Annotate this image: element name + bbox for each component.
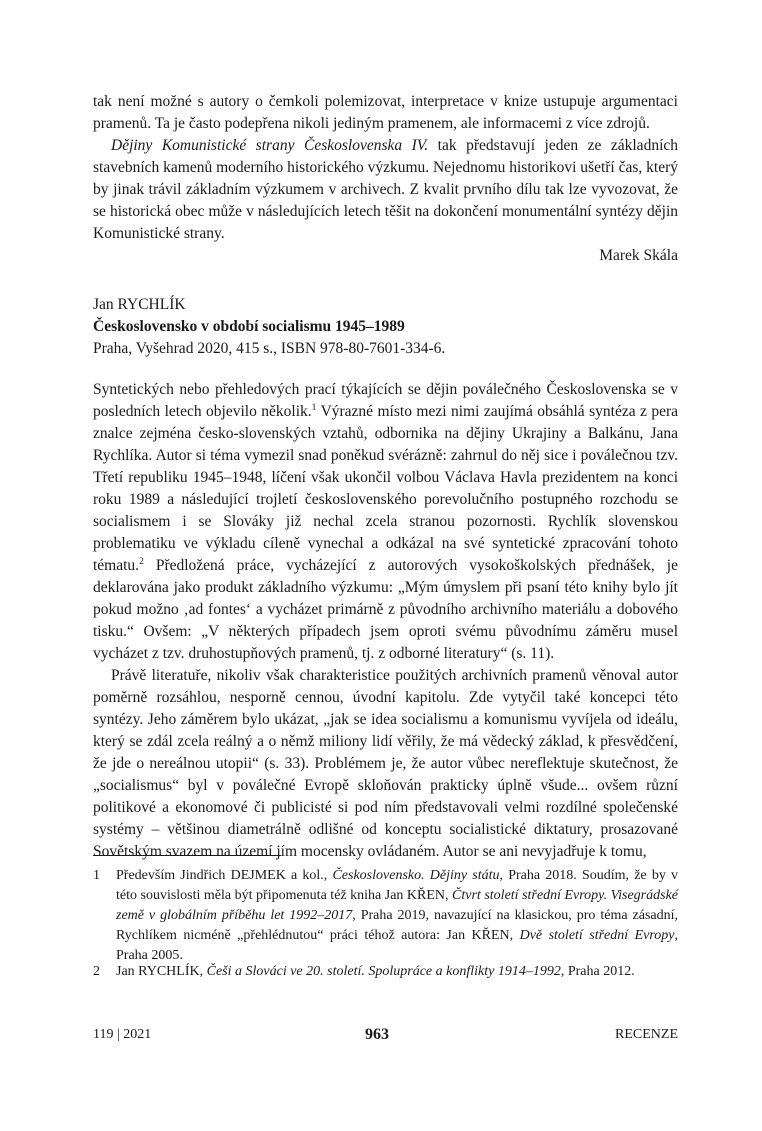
body-paragraph-1: Syntetických nebo přehledových prací týkajících se dějin poválečného Československa se v posledních letech objevilo několik.$^1$ Výrazné místo mezi nimi zaujímá obsáhlá syntéza z pera znalce zejména česko-slovenských vztahů, odbornika na dějiny Ukrajiny a Balkánu, Jana Rychlíka. Autor si téma vymezil snad poněkud svérázně: zahrnul do něj sice i poválečnou tzv. Třetí republiku 1945–1948, líčení však ukončil volbou Václava Havla prezidentem na konci roku 1989 a následující trojletí československého porevolučního postupného rozchodu se socialismem i se Slováky již nechal zcela stranou pozornosti. Rychlík slovenskou problematiku ve výkladu cíleně vynechal a odkázal na své syntetické zpracování tohoto tématu.$^2$ Předložená práce, vycházející z autorových vysokoškolských přednášek, je deklarována jako produkt základního výzkumu: „Mým úmyslem při psaní této knihy bylo jít pokud možno ‚ad fontes‘ a vycházet primárně z původního archivního materiálu a dobového tisku.“ Ovšem: „V některých případech jsem oproti svému původnímu záměru musel vycházet z tzv. druhostupňových pramenů, tj. z odborné literatury“ (s. 11). (93, 381, 679, 662)
footnote-ref-2: 2 (139, 556, 144, 567)
cited-book-title: Dějiny Komunistické strany Československa IV. (111, 137, 429, 154)
review-paragraph-conclusion: Dějiny Komunistické strany Československa IV. tak představují jeden ze základních stavebních kamenů moderního historického výzkumu. Nejednomu historikovi ušetří čas, který by jinak trávil základním výzkumem v archivech. Z kvalit prvního dílu tak lze vyvozovat, že se historická obec může v následujících letech těšit na dokončení monumentální syntézy dějin Komunistické strany. (93, 137, 678, 242)
book-title: Československo v období socialismu 1945–1989 (93, 318, 405, 335)
body-paragraph-2: Právě literatuře, nikoliv však charakteristice použitých archivních pramenů věnoval autor poměrně rozsáhlou, nesporně cennou, úvodní kapitolu. Zde vytyčil také koncepci této syntézy. Jeho záměrem bylo ukázat, „jak se idea socialismu a komunismu vyvíjela od ideálu, který se zdál zcela reálný a o němž miliony lidí věřily, že má vědecký základ, k přesvědčení, že jde o nereálnou utopii“ (s. 33). Problémem je, že autor vůbec nereflektuje skutečnost, že „socialismus“ byl v poválečné Evropě skloňován prakticky úplně všude... ovšem různí politikové a ekonomové či publicisté si pod ním představovali velmi rozdílné společenské systémy – většinou diametrálně odlišné od konceptu socialistické diktatury, prosazované Sovětským svazem na území jím mocensky ovládaném. Autor se ani nevyjadřuje k tomu, (93, 667, 678, 860)
book-publication-info: Praha, Vyšehrad 2020, 415 s., ISBN 978-80-7601-334-6. (93, 340, 446, 357)
footnote-1 (93, 866, 678, 966)
footnote-ref-1: 1 (311, 402, 317, 413)
journal-volume: 119 | 2021 (93, 1027, 152, 1042)
section-label: RECENZE (615, 1027, 678, 1042)
reviewer-signature: Marek Skála (599, 247, 678, 264)
page-number: 963 (365, 1026, 389, 1043)
footnote-text: Jan RYCHLÍK, Češi a Slováci ve 20. století. Spolupráce a konflikty 1914–1992, Praha 2012. (116, 964, 635, 979)
book-author: Jan RYCHLÍK (93, 296, 186, 313)
footnote-number: 2 (93, 964, 100, 979)
book-header (93, 294, 678, 360)
footnote-number: 1 (93, 868, 100, 883)
previous-review-ending (93, 91, 678, 267)
footnote-text: Především Jindřich DEJMEK a kol., Československo. Dějiny státu, Praha 2018. Soudím, že by v této souvislosti měla být připomenuta též kniha Jan KŘEN, Čtvrt století střední Evropy. Visegrádské země v globálním příběhu let 1992–2017, Praha 2019, navazující na klasickou, pro téma zásadní, Rychlíkem nicméně „přehlédnutou“ práci téhož autora: Jan KŘEN, Dvě století střední Evropy, Praha 2005. (116, 868, 679, 963)
review-paragraph-continued: tak není možné s autory o čemkoli polemizovat, interpretace v knize ustupuje argumentaci pramenů. Ta je často podepřena nikoli jediným pramenem, ale informacemi z více zdrojů. (93, 93, 678, 132)
footnote-2 (93, 962, 678, 982)
footnote-divider (93, 855, 281, 856)
review-body (93, 379, 678, 863)
